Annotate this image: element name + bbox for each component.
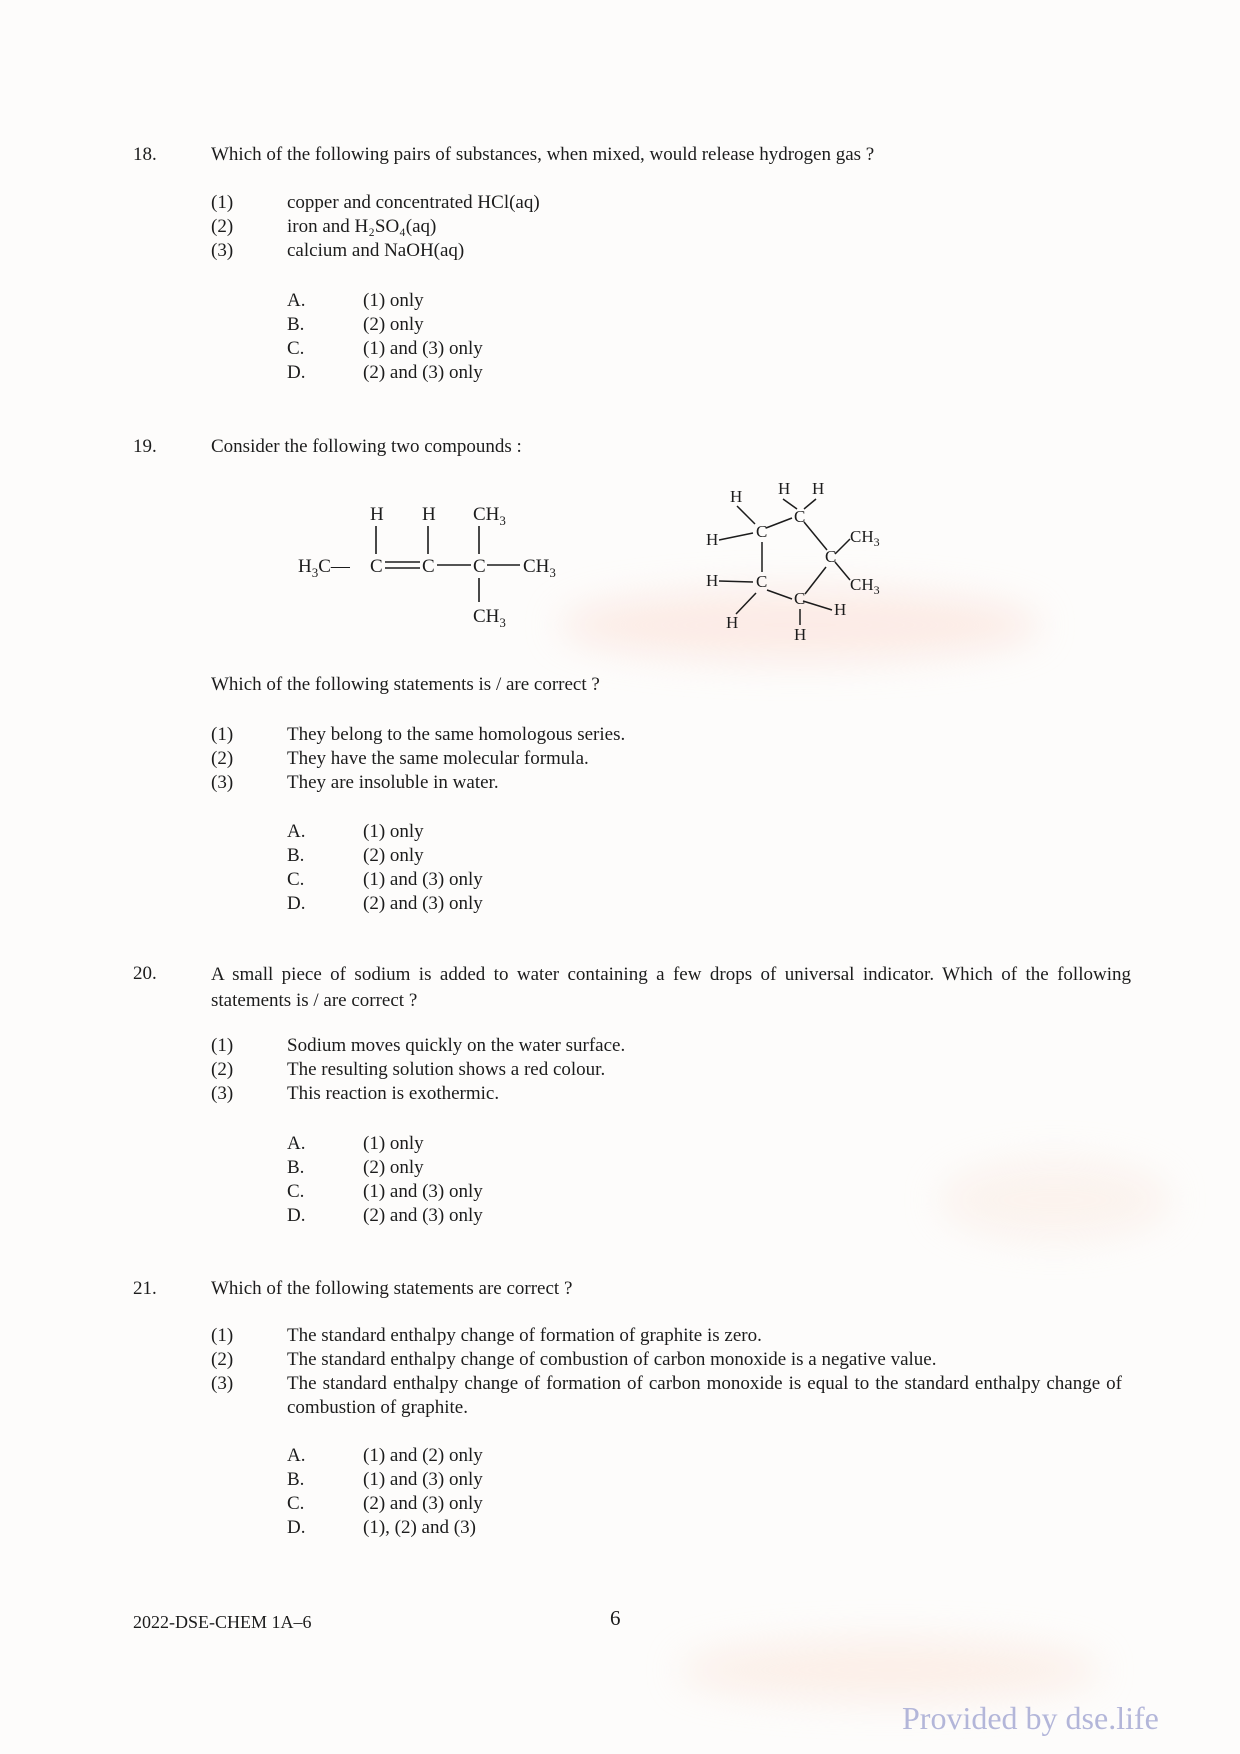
ch3-group: $CH_3$ <box>473 606 506 630</box>
h-atom: H <box>812 479 825 498</box>
statement-number: (2) <box>211 1349 234 1370</box>
option-letter: B. <box>287 314 305 335</box>
statement-number: (3) <box>211 1373 234 1394</box>
statement-number: (2) <box>211 1059 234 1080</box>
bond-line <box>737 506 755 524</box>
carbon-atom: C <box>756 572 768 591</box>
option-text: (1) and (3) only <box>363 869 483 890</box>
bond-line <box>783 499 797 509</box>
question-number: 19. <box>133 436 157 457</box>
h-atom: H <box>706 571 719 590</box>
alkene-structure <box>290 498 600 633</box>
bond-line <box>804 522 827 550</box>
option-text: (2) and (3) only <box>363 893 483 914</box>
option-letter: B. <box>287 845 305 866</box>
statement-number: (1) <box>211 192 234 213</box>
option-letter: A. <box>287 821 306 842</box>
statement-text: They belong to the same homologous series. <box>287 724 626 745</box>
statement-text: The resulting solution shows a red colour. <box>287 1059 606 1080</box>
bond-line <box>767 590 792 599</box>
carbon-atom: C <box>825 547 837 566</box>
option-letter: D. <box>287 893 306 914</box>
option-text: (1) and (3) only <box>363 338 483 359</box>
h-atom: H <box>730 487 743 506</box>
option-letter: A. <box>287 1133 306 1154</box>
h-atom: H <box>706 530 719 549</box>
statement-text: calcium and NaOH(aq) <box>287 240 465 261</box>
h-atom: H <box>726 613 739 632</box>
option-text: (1) and (3) only <box>363 1181 483 1202</box>
question-text: Which of the following pairs of substances, when mixed, would release hydrogen gas ? <box>211 144 875 165</box>
statement-number: (2) <box>211 216 234 237</box>
h-atom: H <box>370 504 384 525</box>
statement-number: (3) <box>211 772 234 793</box>
cyclopentane-structure <box>700 472 920 652</box>
option-text: (1) only <box>363 290 424 311</box>
option-text: (2) and (3) only <box>363 1493 483 1514</box>
question-text: Which of the following statements are correct ? <box>211 1278 573 1299</box>
provided-by-watermark: Provided by dse.life <box>902 1700 1159 1736</box>
statement-number: (1) <box>211 1035 234 1056</box>
statement-number: (3) <box>211 1083 234 1104</box>
option-text: (1), (2) and (3) <box>363 1517 476 1538</box>
option-letter: D. <box>287 1205 306 1226</box>
statement-number: (1) <box>211 1325 234 1346</box>
option-letter: B. <box>287 1469 305 1490</box>
statement-text: iron and H₂SO₄(aq) <box>287 216 437 237</box>
statement-number: (3) <box>211 240 234 261</box>
option-letter: C. <box>287 1493 305 1514</box>
bond-line <box>736 593 756 614</box>
question-text: A small piece of sodium is added to water containing a few drops of universal indicator. Which of the following statements is / are correct ? <box>211 964 1131 1011</box>
option-text: (1) only <box>363 1133 424 1154</box>
question-subtext: Which of the following statements is / are correct ? <box>211 674 600 695</box>
option-letter: A. <box>287 290 306 311</box>
statement-text: Sodium moves quickly on the water surface. <box>287 1035 626 1056</box>
bond-line <box>805 567 826 594</box>
option-letter: C. <box>287 1181 305 1202</box>
bond-line <box>766 518 792 528</box>
h3c-group: $H_3C—$ <box>298 556 350 580</box>
bond-line <box>804 499 816 509</box>
bond-line <box>803 601 832 610</box>
option-letter: D. <box>287 1517 306 1538</box>
ch3-group: $CH_3$ <box>850 527 880 549</box>
bond-line <box>719 533 753 540</box>
ch3-group: $CH_3$ <box>523 556 556 580</box>
option-text: (2) only <box>363 1157 424 1178</box>
option-text: (2) and (3) only <box>363 1205 483 1226</box>
h-atom: H <box>834 600 847 619</box>
statement-text: copper and concentrated HCl(aq) <box>287 192 540 213</box>
question-number: 18. <box>133 144 157 165</box>
bond-line <box>835 539 850 554</box>
carbon-atom: C <box>756 522 768 541</box>
statement-text: The standard enthalpy change of formation of graphite is zero. <box>287 1325 762 1346</box>
page-number: 6 <box>610 1606 621 1630</box>
h-atom: H <box>794 625 807 644</box>
carbon-atom: C <box>473 556 486 577</box>
statement-text: This reaction is exothermic. <box>287 1083 500 1104</box>
paper-code: 2022-DSE-CHEM 1A–6 <box>133 1612 312 1632</box>
h-atom: H <box>422 504 436 525</box>
option-text: (2) and (3) only <box>363 362 483 383</box>
option-text: (1) and (3) only <box>363 1469 483 1490</box>
ch3-group: $CH_3$ <box>473 504 506 528</box>
option-text: (1) only <box>363 821 424 842</box>
bond-line <box>719 581 753 582</box>
statement-text: They are insoluble in water. <box>287 772 499 793</box>
carbon-atom: C <box>794 507 806 526</box>
statement-number: (2) <box>211 748 234 769</box>
carbon-atom: C <box>370 556 383 577</box>
carbon-atom: C <box>794 589 806 608</box>
option-letter: A. <box>287 1445 306 1466</box>
option-text: (2) only <box>363 314 424 335</box>
option-letter: D. <box>287 362 306 383</box>
option-text: (2) only <box>363 845 424 866</box>
ch3-group: $CH_3$ <box>850 575 880 597</box>
option-letter: C. <box>287 869 305 890</box>
carbon-atom: C <box>422 556 435 577</box>
option-letter: B. <box>287 1157 305 1178</box>
statement-number: (1) <box>211 724 234 745</box>
h-atom: H <box>778 479 791 498</box>
statement-text: The standard enthalpy change of combustion of carbon monoxide is a negative value. <box>287 1349 937 1370</box>
statement-text: They have the same molecular formula. <box>287 748 589 769</box>
statement-text: The standard enthalpy change of formation of carbon monoxide is equal to the standard enthalpy change of combustion of graphite. <box>287 1373 1122 1418</box>
question-number: 20. <box>133 963 157 984</box>
question-number: 21. <box>133 1278 157 1299</box>
option-letter: C. <box>287 338 305 359</box>
bond-line <box>835 562 850 580</box>
option-text: (1) and (2) only <box>363 1445 483 1466</box>
question-text: Consider the following two compounds : <box>211 436 522 457</box>
